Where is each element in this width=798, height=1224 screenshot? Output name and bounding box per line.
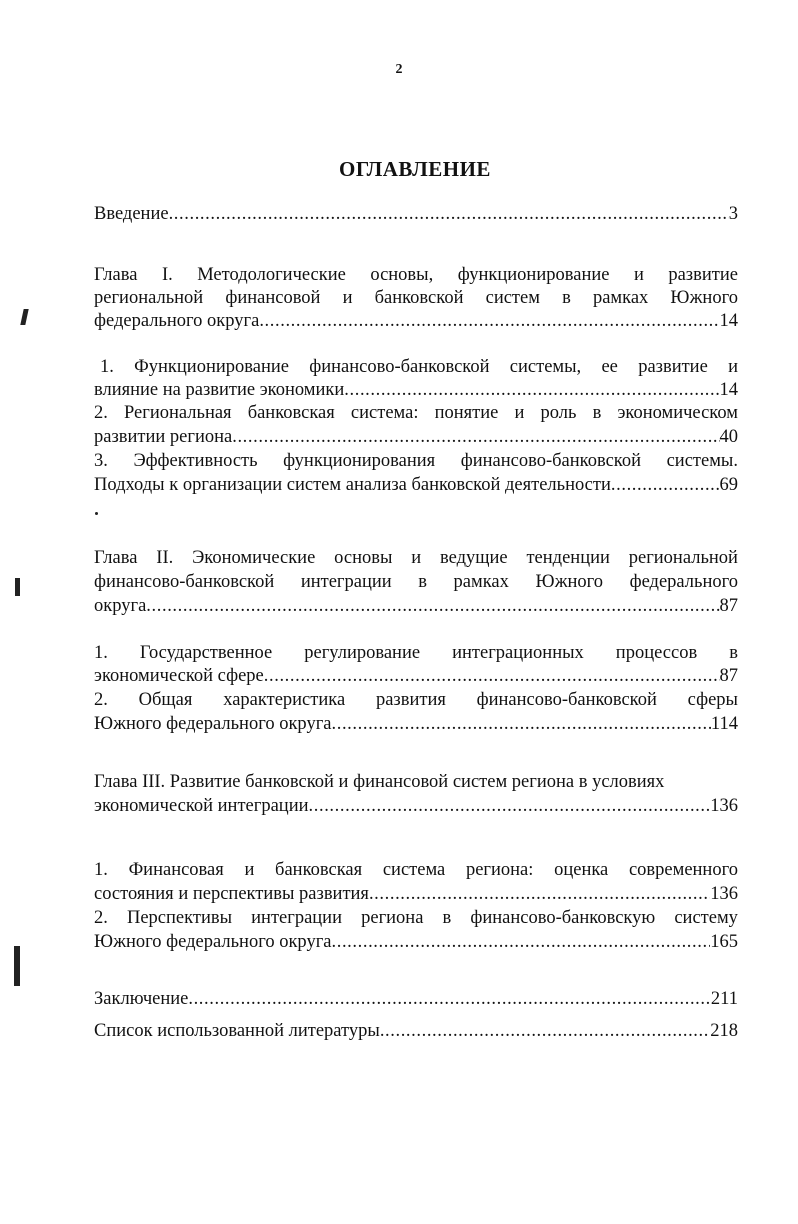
toc-chapter2-line1: Глава II. Экономические основы и ведущие тенденции региональной: [94, 548, 738, 568]
toc-section-1-1-line1: 1. Функционирование финансово-банковской системы, ее развитие и: [100, 357, 738, 377]
page-title: ОГЛАВЛЕНИЕ: [339, 157, 491, 181]
toc-section-1-2-line2: развитии региона ..... 40: [94, 426, 738, 448]
toc-section-2-2-line1: 2. Общая характеристика развития финансово-банковской сферы: [94, 690, 738, 710]
toc-page-number: 114: [710, 714, 738, 734]
toc-entry-title: Введение: [94, 204, 169, 224]
toc-section-3-1-line2: состояния и перспективы развития ..... 136: [94, 883, 738, 905]
toc-section-2-1-line1: 1. Государственное регулирование интеграционных процессов в: [94, 643, 738, 663]
scan-mark: [14, 946, 20, 986]
toc-chapter3-line1: Глава III. Развитие банковской и финансовой систем региона в условиях: [94, 772, 665, 792]
toc-chapter2-line3: округа ..... 87: [94, 595, 738, 617]
toc-page-number: 14: [719, 380, 738, 400]
toc-page-number: 136: [710, 884, 738, 904]
scan-mark: [20, 309, 28, 325]
toc-section-2-2-line2: Южного федерального округа ..... 114: [94, 713, 738, 735]
toc-page-number: 14: [719, 311, 738, 331]
toc-page-number: 87: [719, 596, 738, 616]
toc-entry-bibliography: Список использованной литературы ..... 218: [94, 1020, 738, 1042]
toc-entry-intro: [94, 203, 738, 225]
toc-chapter1-line2: региональной финансовой и банковской систем в рамках Южного: [94, 288, 738, 308]
toc-section-1-1-line2: влияние на развитие экономики ..... 14: [94, 379, 738, 401]
toc-page-number: 69: [719, 475, 738, 495]
toc-section-1-3-line2: Подходы к организации систем анализа банковской деятельности ..... 69: [94, 474, 738, 496]
toc-chapter3-line2: экономической интеграции ..... 136: [94, 795, 738, 817]
toc-chapter1-line1: Глава I. Методологические основы, функционирование и развитие: [94, 265, 738, 285]
toc-section-1-3-line1: 3. Эффективность функционирования финансово-банковской системы.: [94, 451, 738, 471]
toc-section-3-2-line2: Южного федерального округа ..... 165: [94, 931, 738, 953]
toc-page-number: 218: [710, 1021, 738, 1041]
toc-page-number: 165: [710, 932, 738, 952]
toc-chapter2-line2: финансово-банковской интеграции в рамках Южного федерального: [94, 572, 738, 592]
toc-section-1-2-line1: 2. Региональная банковская система: понятие и роль в экономическом: [94, 403, 738, 423]
toc-page-number: 211: [710, 989, 738, 1009]
scan-mark: [95, 512, 98, 515]
toc-chapter1-line3: федерального округа ..... 14: [94, 310, 738, 332]
page-number: 2: [395, 62, 403, 77]
toc-page-number: 136: [710, 796, 738, 816]
toc-page-number: 3: [728, 204, 738, 224]
toc-section-3-2-line1: 2. Перспективы интеграции региона в финансово-банковскую систему: [94, 908, 738, 928]
toc-section-3-1-line1: 1. Финансовая и банковская система региона: оценка современного: [94, 860, 738, 880]
toc-entry-conclusion: Заключение ..... 211: [94, 988, 738, 1010]
toc-section-2-1-line2: экономической сфере ..... 87: [94, 665, 738, 687]
toc-page-number: 87: [719, 666, 738, 686]
toc-page-number: 40: [719, 427, 738, 447]
scan-mark: [15, 578, 20, 596]
